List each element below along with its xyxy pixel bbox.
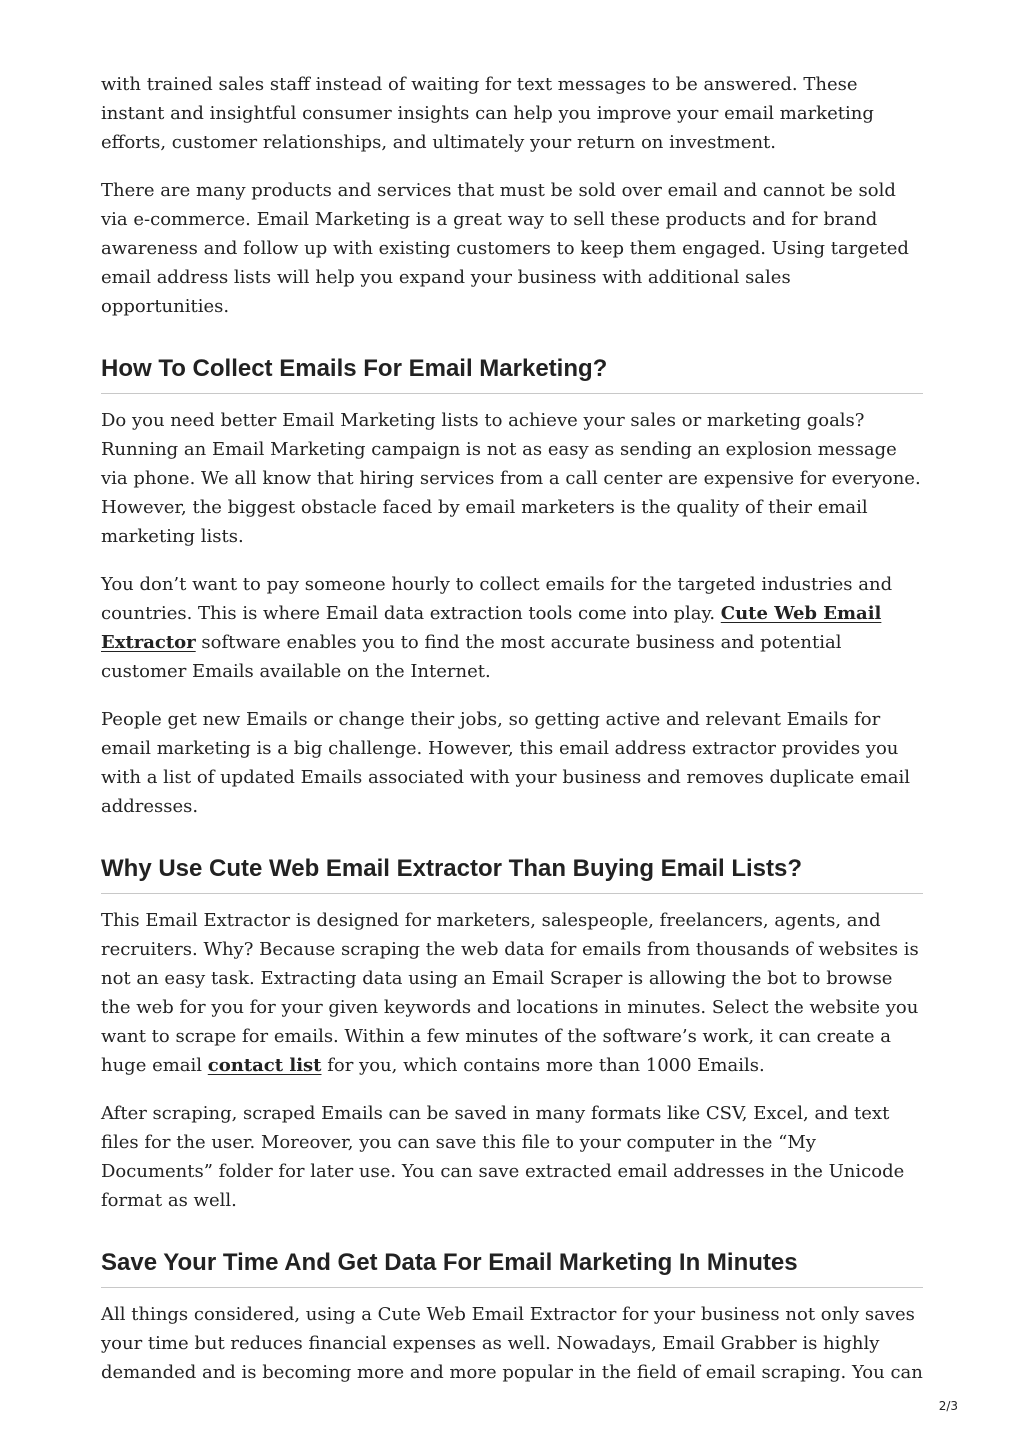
heading-collect-emails: How To Collect Emails For Email Marketing? [101,353,923,394]
page-number: 2/3 [938,1399,958,1413]
paragraph-save-1: All things considered, using a Cute Web Email Extractor for your business not only saves your time but reduces financial expenses as well. Nowadays, Email Grabber is highly demanded and is becoming more and more popular in the field of email scraping. You can [101,1304,923,1383]
paragraph-why-1 [101,906,923,1080]
cute-web-email-extractor-link[interactable]: Cute Web Email Extractor [101,603,882,653]
paragraph-intro-1: with trained sales staff instead of waiting for text messages to be answered. These instant and insightful consumer insights can help you improve your email marketing efforts, customer relationships, and ultimately your return on investment. [101,74,874,153]
document-page [101,70,923,1406]
paragraph-collect-2-text-a: You don’t want to pay someone hourly to collect emails for the targeted industries and countries. This is where Email data extraction tools come into play. [101,574,893,624]
heading-save-time: Save Your Time And Get Data For Email Marketing In Minutes [101,1247,923,1288]
paragraph-collect-1: Do you need better Email Marketing lists to achieve your sales or marketing goals? Running an Email Marketing campaign is not as easy as sending an explosion message via phone. We all know that hiring services from a call center are expensive for everyone. However, the biggest obstacle faced by email marketers is the quality of their email marketing lists. [101,410,921,547]
heading-why-use: Why Use Cute Web Email Extractor Than Buying Email Lists? [101,853,923,894]
paragraph-collect-2 [101,570,923,686]
paragraph-intro-2: There are many products and services that must be sold over email and cannot be sold via e-commerce. Email Marketing is a great way to sell these products and for brand awareness and follow up with existing customers to keep them engaged. Using targeted email address lists will help you expand your business with additional sales opportunities. [101,180,909,317]
paragraph-collect-3: People get new Emails or change their jobs, so getting active and relevant Emails for email marketing is a big challenge. However, this email address extractor provides you with a list of updated Emails associated with your business and removes duplicate email addresses. [101,709,910,817]
paragraph-why-1-text-a: This Email Extractor is designed for marketers, salespeople, freelancers, agents, and recruiters. Why? Because scraping the web data for emails from thousands of websites is not an easy task. Extracting data using an Email Scraper is allowing the bot to browse the web for you for your given keywords and locations in minutes. Select the website you want to scrape for emails. Within a few minutes of the software’s work, it can create a huge email [101,910,919,1076]
paragraph-collect-2-text-b: software enables you to find the most accurate business and potential customer Emails available on the Internet. [101,632,842,682]
paragraph-why-2: After scraping, scraped Emails can be saved in many formats like CSV, Excel, and text files for the user. Moreover, you can save this file to your computer in the “My Documents” folder for later use. You can save extracted email addresses in the Unicode format as well. [101,1103,905,1211]
contact-list-link[interactable]: contact list [207,1055,322,1076]
paragraph-why-1-text-b: for you, which contains more than 1000 Emails. [321,1055,765,1076]
